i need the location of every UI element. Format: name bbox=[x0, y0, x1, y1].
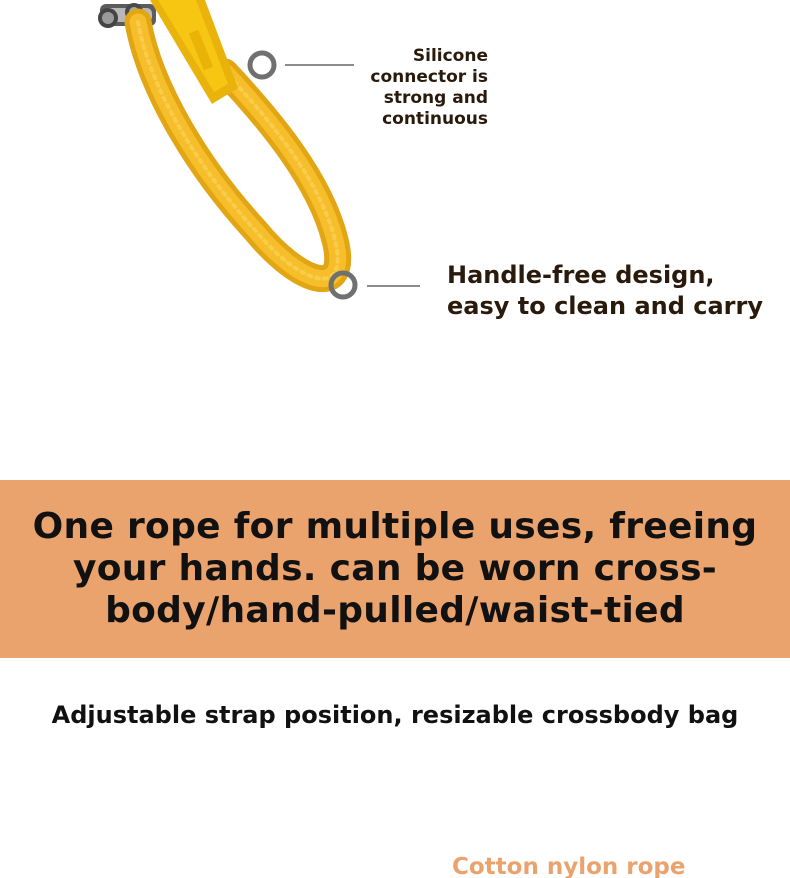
handle-callout-text: Handle-free design, easy to clean and carry bbox=[447, 261, 763, 320]
material-feature-label: Cotton nylon rope bbox=[452, 854, 686, 878]
multi-use-banner bbox=[0, 480, 790, 658]
connector-callout-text: Silicone connector is strong and continuous bbox=[370, 46, 488, 129]
banner-headline: One rope for multiple uses, freeing your hands. can be worn cross-body/hand-pulled/waist-tied bbox=[32, 506, 758, 631]
rope-loop bbox=[138, 22, 338, 279]
strap-subheading: Adjustable strap position, resizable crossbody bag bbox=[51, 701, 739, 729]
